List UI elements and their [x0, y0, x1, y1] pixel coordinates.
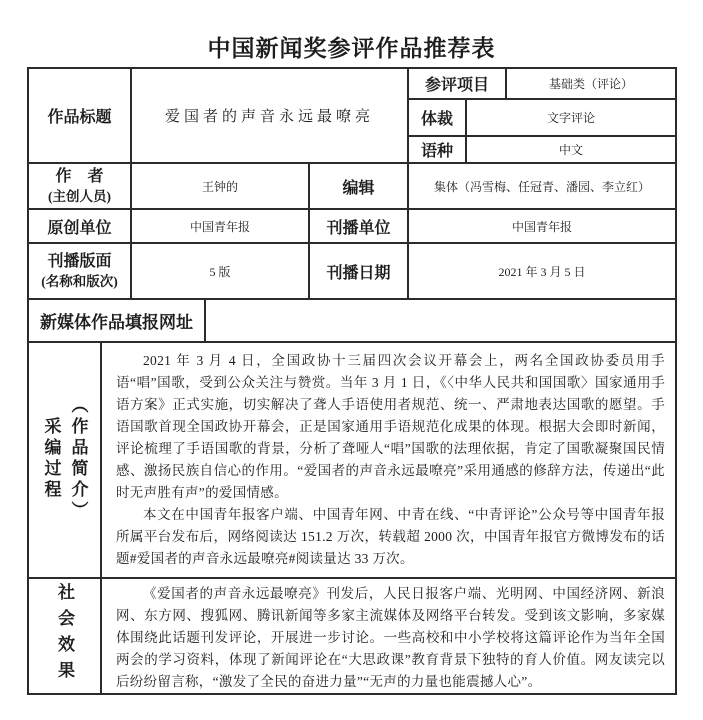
social-effect-text: [102, 579, 675, 691]
publish-page-label-line1: 刊播版面: [47, 253, 112, 271]
social-effect-paragraph-1: 《爱国者的声音永远最嘹亮》刊发后，人民日报客户端、光明网、中国经济网、新浪网、东方网、搜狐网、腾讯新闻等多家主流媒体及网络平台转发。受到该文影响，多家媒体围绕此话题刊发评论，开展进一步讨论。一些高校和中小学校将这篇评论作为当年全国两会的学习资料，体现了新闻评论在“大思政课”教育背景下独特的育人价值。网友读完以后纷纷留言称，“激发了全民的奋进力量”“无声的力量也能震撼人心”。: [116, 586, 665, 689]
process-intro-label-col2: （作品简介）: [68, 396, 88, 522]
work-title-value: 爱国者的声音永远最嘹亮: [164, 109, 374, 125]
entry-category-value: 基础类（评论）: [548, 77, 633, 91]
grid-line-right: [675, 67, 677, 695]
language-value: 中文: [558, 143, 583, 157]
author-label-line1: 作 者: [55, 168, 104, 186]
language-label: 语种: [420, 143, 453, 160]
publish-page-value: 5 版: [209, 264, 231, 279]
publish-unit-value: 中国青年报: [511, 219, 572, 234]
publish-page-label-line2: (名称和版次): [41, 273, 118, 289]
author-label-line2: (主创人员): [48, 188, 111, 204]
author-value: 王钟的: [201, 179, 238, 194]
process-intro-paragraph-1: 2021 年 3 月 4 日，全国政协十三届四次会议开幕会上，两名全国政协委员用手语“唱”国歌，受到公众关注与赞赏。当年 3 月 1 日，《〈中华人民共和国国歌〉国家通用手语方案》正式实施，切实解决了聋人手语使用者规范、统一、严肃地表达国歌的愿望。手语国歌首现全国政协开幕会，正是国家通用手语规范化成果的体现。根据大会即时新闻，评论梳理了手语国歌的背景，分析了聋哑人“唱”国歌的法理依据，肯定了国歌凝聚国民情感、激扬民族自信心的作用。“爱国者的声音永远最嘹亮”采用通感的修辞方法，传递出“此时无声胜有声”的爱国情感。: [116, 353, 665, 500]
genre-label: 体裁: [420, 111, 453, 128]
editor-value: 集体（冯雪梅、任冠青、潘园、李立红）: [433, 179, 650, 194]
social-effect-label-cell: [29, 579, 100, 691]
grid-line-bottom: [27, 693, 677, 695]
social-effect-label: 社会效果: [55, 583, 74, 687]
process-intro-paragraph-2: 本文在中国青年报客户端、中国青年网、中青在线、“中青评论”公众号等中国青年报所属平台发布后，网络阅读达 151.2 万次，转载超 2000 次，中国青年报官方微博发布的话题#爱国者的声音永远最嘹亮#阅读量达 33 万次。: [116, 507, 665, 566]
original-unit-value: 中国青年报: [189, 219, 250, 234]
process-intro-text: [102, 343, 675, 575]
publish-page-label: [29, 244, 130, 298]
original-unit-label: 原创单位: [47, 219, 112, 237]
new-media-url-value: [206, 300, 675, 341]
process-intro-label-col1: 采编过程: [41, 417, 61, 501]
page-title: 中国新闻奖参评作品推荐表: [207, 36, 496, 61]
publish-unit-label: 刊播单位: [326, 219, 391, 237]
publish-date-value: 2021 年 3 月 5 日: [498, 264, 586, 279]
process-intro-label: [29, 343, 100, 575]
work-title-label: 作品标题: [47, 109, 112, 126]
editor-label: 编辑: [342, 179, 375, 197]
new-media-url-label: 新媒体作品填报网址: [40, 313, 193, 332]
entry-category-label: 参评项目: [424, 77, 489, 94]
publish-date-label: 刊播日期: [326, 264, 391, 282]
genre-value: 文字评论: [546, 111, 595, 125]
author-label: [29, 164, 130, 208]
